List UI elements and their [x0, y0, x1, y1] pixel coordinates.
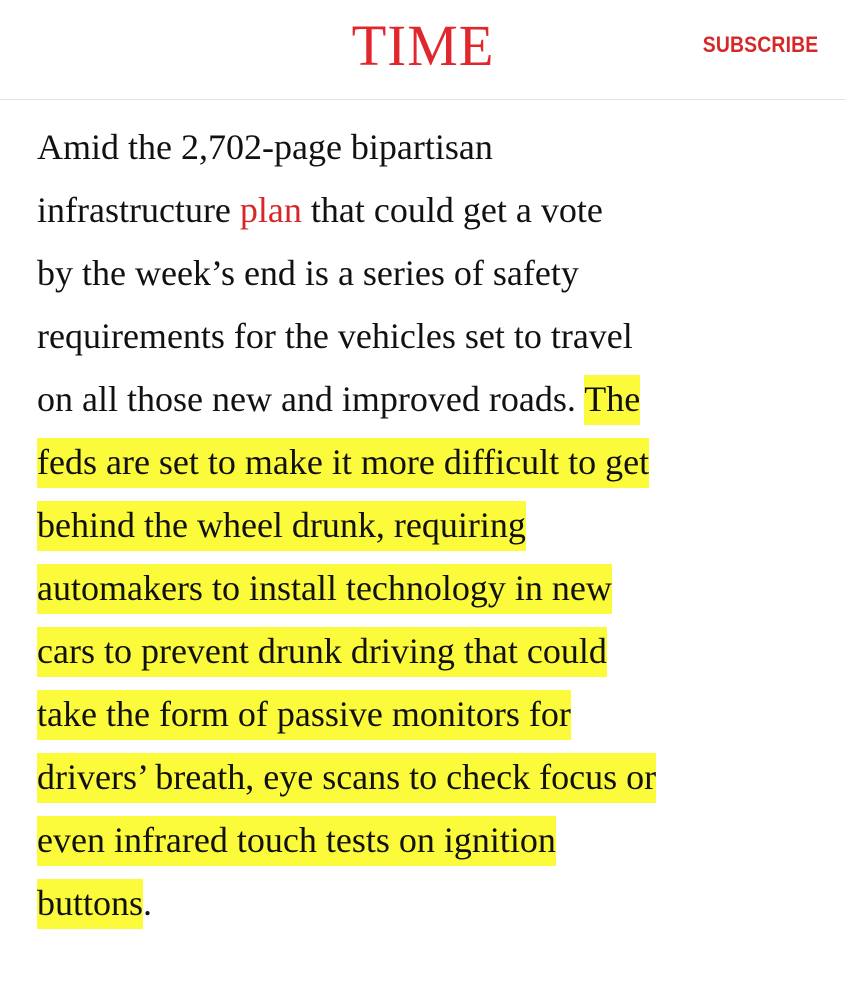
article-line — [37, 683, 827, 746]
highlighted-text: The — [584, 375, 640, 425]
highlighted-text: drivers’ breath, eye scans to check focus or — [37, 753, 656, 803]
subscribe-button[interactable]: SUBSCRIBE — [702, 32, 818, 57]
article-line — [37, 431, 827, 494]
article-line — [37, 620, 827, 683]
article-line: Amid the 2,702-page bipartisan — [37, 127, 493, 167]
site-header — [0, 0, 846, 100]
highlighted-text: behind the wheel drunk, requiring — [37, 501, 526, 551]
highlighted-text: even infrared touch tests on ignition — [37, 816, 556, 866]
plan-link[interactable]: plan — [239, 190, 302, 230]
article-body — [37, 116, 827, 935]
highlighted-text: automakers to install technology in new — [37, 564, 612, 614]
highlighted-text: feds are set to make it more difficult to get — [37, 438, 649, 488]
article-line: buttons. — [37, 872, 827, 935]
article-line: infrastructure plan that could get a vote — [37, 190, 603, 230]
highlighted-text: cars to prevent drunk driving that could — [37, 627, 607, 677]
article-line: on all those new and improved roads. The — [37, 368, 827, 431]
highlighted-text: buttons — [37, 879, 143, 929]
article-line: by the week’s end is a series of safety — [37, 253, 579, 293]
article-line — [37, 557, 827, 620]
time-logo[interactable]: TIME — [351, 13, 495, 78]
article-line — [37, 494, 827, 557]
article-line — [37, 809, 827, 872]
article-line: requirements for the vehicles set to travel — [37, 316, 633, 356]
article-line — [37, 746, 827, 809]
highlighted-text: take the form of passive monitors for — [37, 690, 571, 740]
